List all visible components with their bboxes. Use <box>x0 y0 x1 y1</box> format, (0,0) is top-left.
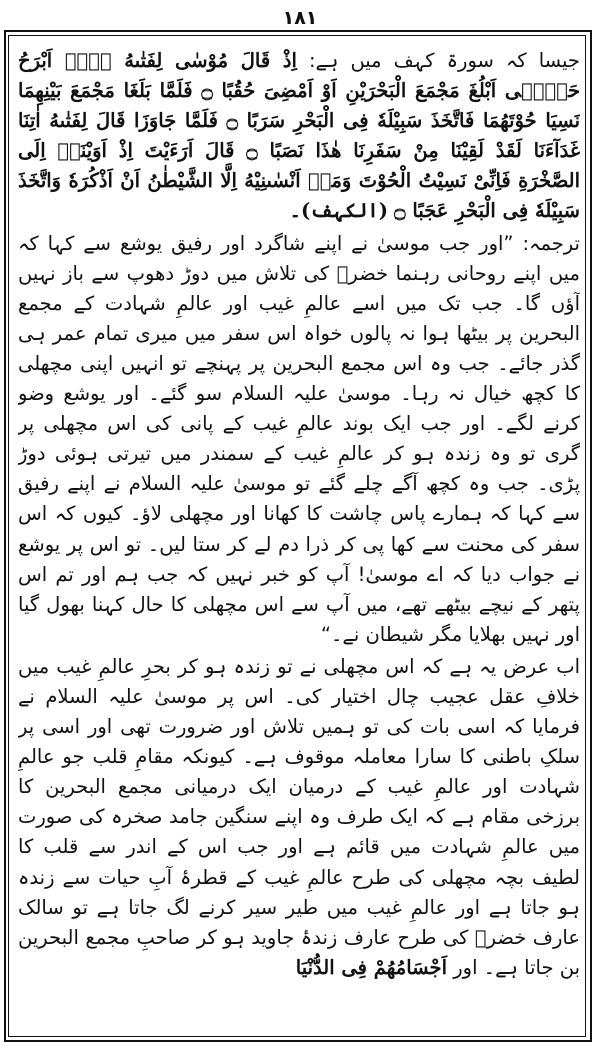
paragraph-quran-citation <box>18 46 580 227</box>
quran-verses: اِذْ قَالَ مُوْسٰى لِفَتٰىهُ لَاۤ اَبْرَحُ حَتّٰۤى اَبْلُغَ مَجْمَعَ الْبَحْرَیْنِ اَوْ اَمْضِیَ حُقُبًا ۝ فَلَمَّا بَلَغَا مَجْمَعَ بَیْنِهِمَا نَسِیَا حُوْتَهُمَا فَاتَّخَذَ سَبِیْلَهٗ فِی الْبَحْرِ سَرَبًا ۝ فَلَمَّا جَاوَزَا قَالَ لِفَتٰىهُ اٰتِنَا غَدَآءَنَا لَقَدْ لَقِیْنَا مِنْ سَفَرِنَا هٰذَا نَصَبًا ۝ قَالَ اَرَءَیْتَ اِذْ اَوَیْنَاۤ اِلَى الصَّخْرَةِ فَاِنِّیْ نَسِیْتُ الْحُوْتَ وَمَاۤ اَنْسٰىنِیْهُ اِلَّا الشَّیْطٰنُ اَنْ اَذْكُرَهٗ وَاتَّخَذَ سَبِیْلَهٗ فِی الْبَحْرِ عَجَبًا ۝ <box>18 49 580 223</box>
quran-phrase: اَجْسَامُهُمْ فِی الدُّنْیَا <box>295 955 448 979</box>
paragraph-commentary <box>18 652 580 983</box>
citation-lead: جیسا کہ سورۃ کہف میں ہے: <box>308 49 580 72</box>
surah-reference: (الکہف)۔ <box>289 199 388 223</box>
paragraph-translation: ترجمہ: ”اور جب موسیٰ نے اپنے شاگرد اور رفیق یوشع سے کہا کہ میں اپنے روحانی رہنما خضرؑ کی تلاش میں دوڑ دھوپ سے باز نہیں آؤں گا۔ جب تک میں اسے عالمِ غیب اور عالمِ شہادت کے مجمع البحرین پر بیٹھا ہوا نہ پالوں خواہ اس سفر میں میری تمام عمر ہی گذر جائے۔ جب وہ اس مجمع البحرین پر پہنچے تو انہیں اپنی مچھلی کا کچھ خیال نہ رہا۔ موسیٰ علیہ السلام سو گئے۔ اور یوشع وضو کرنے لگے۔ اور جب ایک بوند عالمِ غیب کے پانی کی اس مچھلی پر گری تو وہ زندہ ہو کر عالمِ غیب کے سمندر میں تیرتی ہوئی دوڑ پڑی۔ جب وہ کچھ آگے چلے گئے تو موسیٰ علیہ السلام نے اپنے رفیق سے کہا کہ ہمارے پاس چاشت کا کھانا اور مچھلی لاؤ۔ کیوں کہ اس سفر کی محنت سے کھا پی کر ذرا دم لے کر ستا لیں۔ تو اس پر یوشع نے جواب دیا کہ اے موسیٰ! آپ کو خبر نہیں کہ جب ہم اور تم اس پتھر کے نیچے بیٹھے تھے، میں آپ سے اس مچھلی کا حال کہنا بھول گیا اور نہیں بھلایا مگر شیطان نے۔“ <box>18 231 580 646</box>
commentary-text: اب عرض یہ ہے کہ اس مچھلی نے تو زندہ ہو کر بحرِ عالمِ غیب میں خلافِ عقل عجیب چال اختیار کی۔ اس پر موسیٰ علیہ السلام نے فرمایا کہ اسی بات کی تو ہمیں تلاش اور ضرورت تھی اور اسی پر سلکِ باطنی کا سارا معاملہ موقوف ہے۔ کیونکہ مقامِ قلب جو عالمِ شہادت اور عالمِ غیب کے درمیان ایک درمیانی مجمع البحرین کا برزخی مقام ہے کہ ایک طرف وہ اپنے سنگین جامد صخرہ کی صورت میں عالمِ شہادت میں قائم ہے اور جب اس کے اندر سے قلب کا لطیف بچہ مچھلی کی طرح عالمِ غیب کے قطرۂ آبِ حیات سے زندہ ہو جاتا ہے اور عالمِ غیب میں طیر سیر کرنے لگ جاتا ہے تو سالک عارف خضرؑ کی طرح عارف زندۂ جاوید ہو کر صاحبِ مجمع البحرین بن جاتا ہے۔ اور <box>18 654 580 979</box>
page-body <box>18 46 580 1031</box>
page-number: ۱۸۱ <box>282 7 318 29</box>
